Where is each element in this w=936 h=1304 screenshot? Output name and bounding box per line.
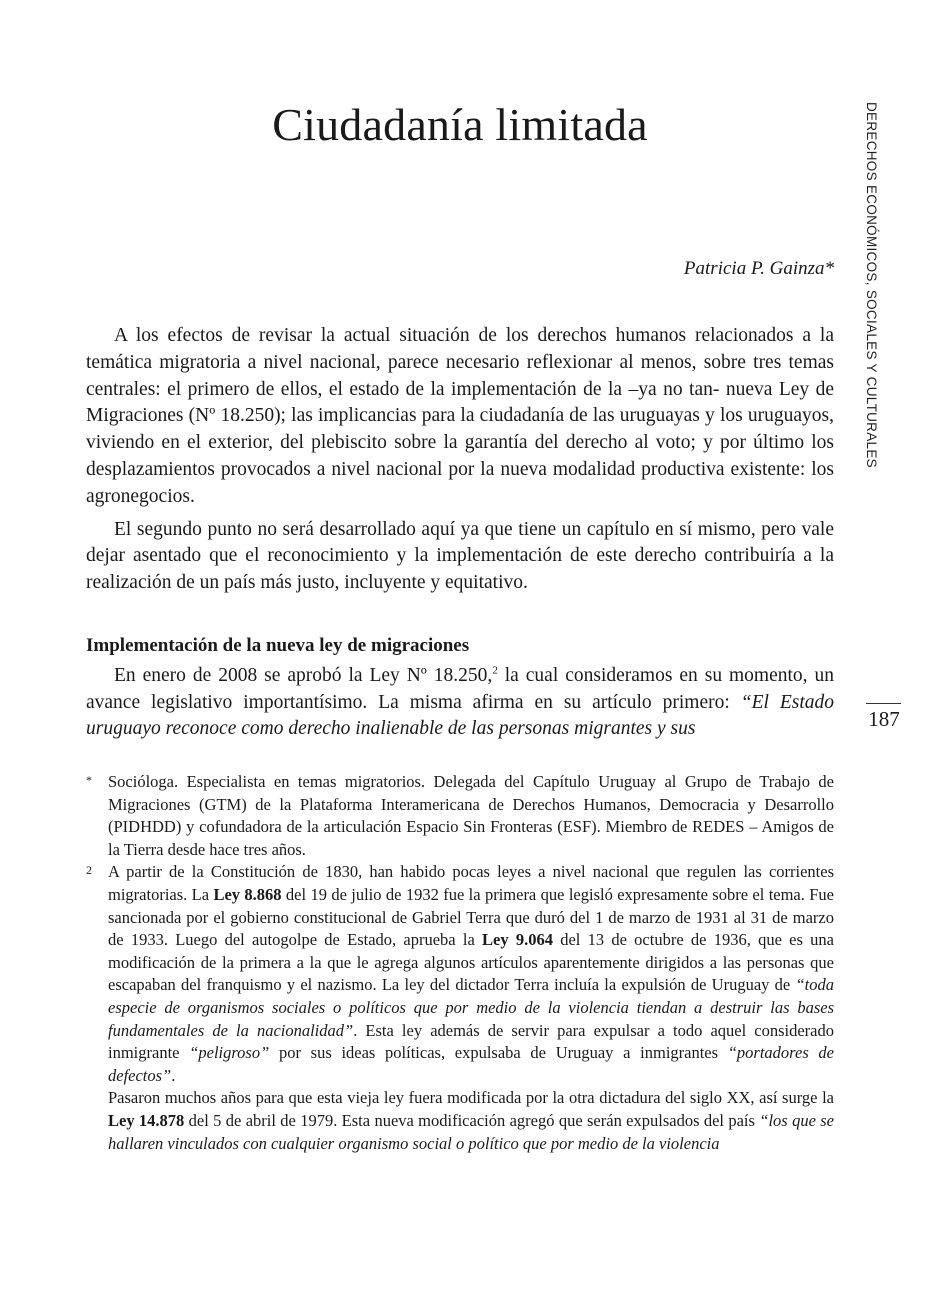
fn-quote: “portadores de defectos” xyxy=(108,1043,835,1085)
fn-text: del 5 de abril de 1979. Esta nueva modificación agregó que serán expulsados del país xyxy=(184,1110,760,1130)
footnote-text-continued xyxy=(108,1087,834,1155)
fn-text: A partir de la Constitución de 1830, han habido pocas leyes a nivel nacional que regulen las corrientes migratorias. La xyxy=(108,862,834,904)
author-footnote-mark: * xyxy=(824,258,834,279)
fn-quote: “toda especie de organismos sociales o políticos que por medio de la violencia tiendan a destruir las bases fundamentales de la nacionalidad” xyxy=(108,975,834,1040)
paragraph-section xyxy=(86,663,834,743)
footnote-text xyxy=(108,861,834,1087)
body-text xyxy=(86,323,834,743)
page-number-rule xyxy=(866,703,901,704)
footnote-1 xyxy=(86,771,834,861)
section-text-start: En enero de 2008 se aprobó la Ley Nº 18.250, xyxy=(114,664,493,686)
paragraph-second: El segundo punto no será desarrollado aquí ya que tiene un capítulo en sí mismo, pero vale dejar asentado que el reconocimiento y la implementación de este derecho contribuiría a la realización de un país más justo, incluyente y equitativo. xyxy=(86,518,834,594)
fn-quote: “peligroso” xyxy=(189,1043,270,1063)
fn-text: del 19 de julio de 1932 fue la primera que legisló expresamente sobre el tema. Fue sancionada por el gobierno constitucional de Gabriel Terra que duró del 1 de marzo de 1931 al 31 de marzo de 1933. Luego del autogolpe de Estado, aprueba la xyxy=(108,884,835,950)
footnote-text: Socióloga. Especialista en temas migratorios. Delegada del Capítulo Uruguay al Grupo de Trabajo de Migraciones (GTM) de la Plataforma Interamericana de Derechos Humanos, Democracia y Desarrollo (PIDHDD) y cofundadora de la articulación Espacio Sin Fronteras (ESF). Miembro de REDES – Amigos de la Tierra desde hace tres años. xyxy=(108,772,834,859)
law-reference: Ley 9.064 xyxy=(482,930,553,950)
author-line xyxy=(86,258,834,280)
section-text-middle: la cual consideramos en su momento, un avance legislativo importantísimo. La misma afirma en su artículo primero: xyxy=(86,664,834,713)
section-side-label: DERECHOS ECONÓMICOS, SOCIALES Y CULTURALES xyxy=(864,102,879,468)
fn-text: por sus ideas políticas, expulsaba de Uruguay a inmigrantes xyxy=(269,1043,728,1063)
fn-text: . Esta ley además de servir para expulsar a todo aquel considerado inmigrante xyxy=(108,1020,834,1063)
fn-text: . xyxy=(171,1065,176,1085)
paragraph-intro: A los efectos de revisar la actual situación de los derechos humanos relacionados a la temática migratoria a nivel nacional, parece necesario reflexionar al menos, sobre tres temas centrales: el primero de ellos, el estado de la implementación de la –ya no tan- nueva Ley de Migraciones (Nº 18.250); las implicancias para la ciudadanía de las uruguayas y los uruguayos, viviendo en el exterior, del plebiscito sobre la garantía del derecho al voto; y por último los desplazamientos provocados a nivel nacional por la nueva modalidad productiva existente: los agronegocios. xyxy=(86,325,834,507)
footnote-2 xyxy=(86,861,834,1155)
author-name: Patricia P. Gainza xyxy=(683,258,825,279)
section-heading: Implementación de la nueva ley de migraciones xyxy=(86,634,470,656)
footnote-mark: * xyxy=(86,773,92,787)
fn-text: del 13 de octubre de 1936, que es una modificación de la primera a la que le agrega algunos artículos aparentemente dirigidos a las personas que escapaban del franquismo y el nazismo. La ley del dictador Terra incluía la expulsión de Uruguay de xyxy=(108,930,834,995)
footnote-ref-2[interactable]: 2 xyxy=(492,664,498,677)
page-title: Ciudadanía limitada xyxy=(272,99,648,150)
page-number: 187 xyxy=(868,707,900,731)
footnote-mark: 2 xyxy=(86,863,92,878)
law-reference: Ley 14.878 xyxy=(108,1110,185,1130)
law-reference: Ley 8.868 xyxy=(213,884,282,904)
footnotes xyxy=(86,771,834,1155)
fn-quote: “los que se hallaren vinculados con cualquier organismo social o político que por medio de la violencia xyxy=(108,1110,834,1153)
fn-text: Pasaron muchos años para que esta vieja ley fuera modificada por la otra dictadura del siglo XX, así surge la xyxy=(108,1088,834,1108)
section-quote: “El Estado uruguayo reconoce como derecho inalienable de las personas migrantes y sus xyxy=(86,691,835,740)
